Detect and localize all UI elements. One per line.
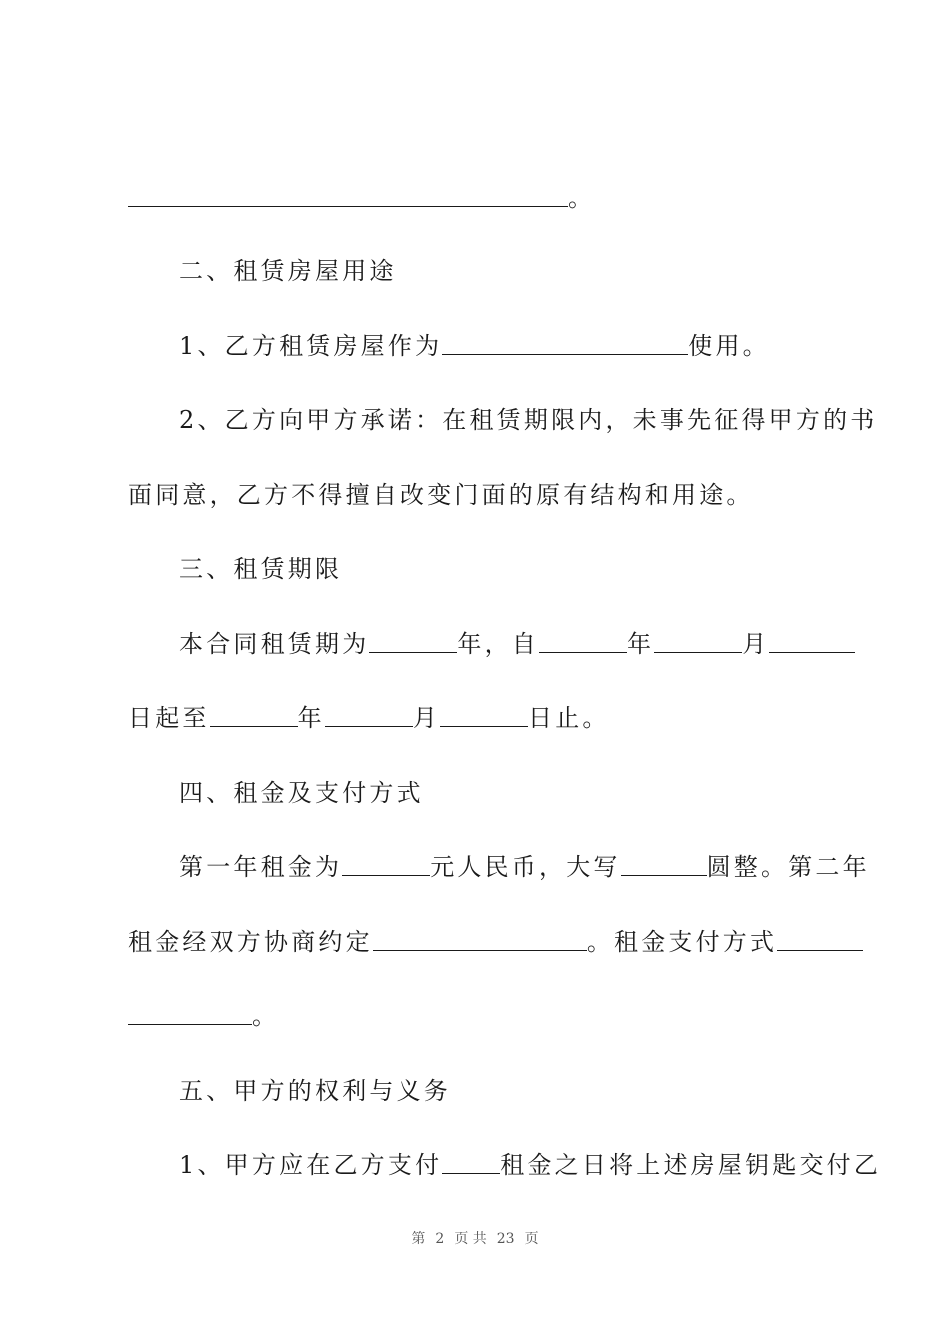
fill-blank: [325, 698, 413, 727]
text-segment: 1、乙方租赁房屋作为: [179, 332, 443, 360]
text-line: [128, 996, 842, 1036]
fill-blank: [539, 624, 627, 653]
text-segment: 。租金支付方式: [586, 928, 778, 956]
fill-blank: [442, 326, 688, 355]
text-segment: 日起至: [128, 704, 210, 732]
text-segment: 月: [742, 630, 770, 658]
total-pages: 23: [496, 1231, 515, 1247]
text-segment: 面同意，乙方不得擅自改变门面的原有结构和用途。: [128, 481, 754, 509]
text-line: [128, 178, 842, 218]
text-line: [128, 698, 842, 738]
text-line: [128, 847, 893, 887]
text-segment: 年，自: [457, 630, 540, 658]
text-segment: 年: [297, 704, 325, 732]
text-segment: 圆整。第二年: [706, 853, 870, 881]
text-segment: 三、租赁期限: [179, 555, 343, 583]
fill-blank: [621, 847, 707, 876]
text-line: [128, 326, 893, 366]
text-segment: 第一年租金为: [179, 853, 343, 881]
fill-blank: [442, 1145, 500, 1174]
fill-blank: [210, 698, 298, 727]
text-segment: 日止。: [528, 704, 610, 732]
section-heading: [128, 1071, 893, 1111]
fill-blank: [342, 847, 430, 876]
text-segment: 月: [412, 704, 441, 732]
text-segment: 租金之日将上述房屋钥匙交付乙: [500, 1151, 882, 1179]
section-heading: [128, 773, 893, 813]
page-footer: [0, 1228, 950, 1248]
text-segment: 年: [627, 630, 655, 658]
footer-text: 第: [411, 1231, 426, 1247]
text-segment: 租金经双方协商约定: [128, 928, 373, 956]
section-heading: [128, 549, 893, 589]
text-line: [128, 922, 842, 962]
text-segment: 。: [252, 1002, 280, 1030]
fill-blank: [440, 698, 528, 727]
footer-text: 页 共: [454, 1231, 487, 1247]
text-segment: 元人民币，大写: [430, 853, 621, 881]
fill-blank: [373, 922, 587, 951]
text-segment: 二、租赁房屋用途: [179, 257, 397, 285]
text-segment: 使用。: [688, 332, 770, 360]
fill-blank: [369, 624, 457, 653]
text-segment: 。: [568, 184, 596, 212]
text-line: [128, 400, 893, 440]
footer-text: 页: [524, 1231, 539, 1247]
section-heading: [128, 251, 893, 291]
fill-blank: [128, 178, 568, 207]
fill-blank: [128, 996, 252, 1025]
text-segment: 1、甲方应在乙方支付: [179, 1151, 443, 1179]
text-segment: 2、乙方向甲方承诺：在租赁期限内，未事先征得甲方的书: [179, 406, 878, 434]
fill-blank: [654, 624, 742, 653]
text-segment: 本合同租赁期为: [179, 630, 370, 658]
fill-blank: [777, 922, 863, 951]
text-line: [128, 1145, 893, 1185]
text-line: [128, 624, 893, 664]
text-segment: 四、租金及支付方式: [179, 779, 424, 807]
text-line: [128, 475, 842, 515]
page-number: 2: [435, 1231, 445, 1247]
fill-blank: [769, 624, 855, 653]
text-segment: 五、甲方的权利与义务: [179, 1077, 451, 1105]
